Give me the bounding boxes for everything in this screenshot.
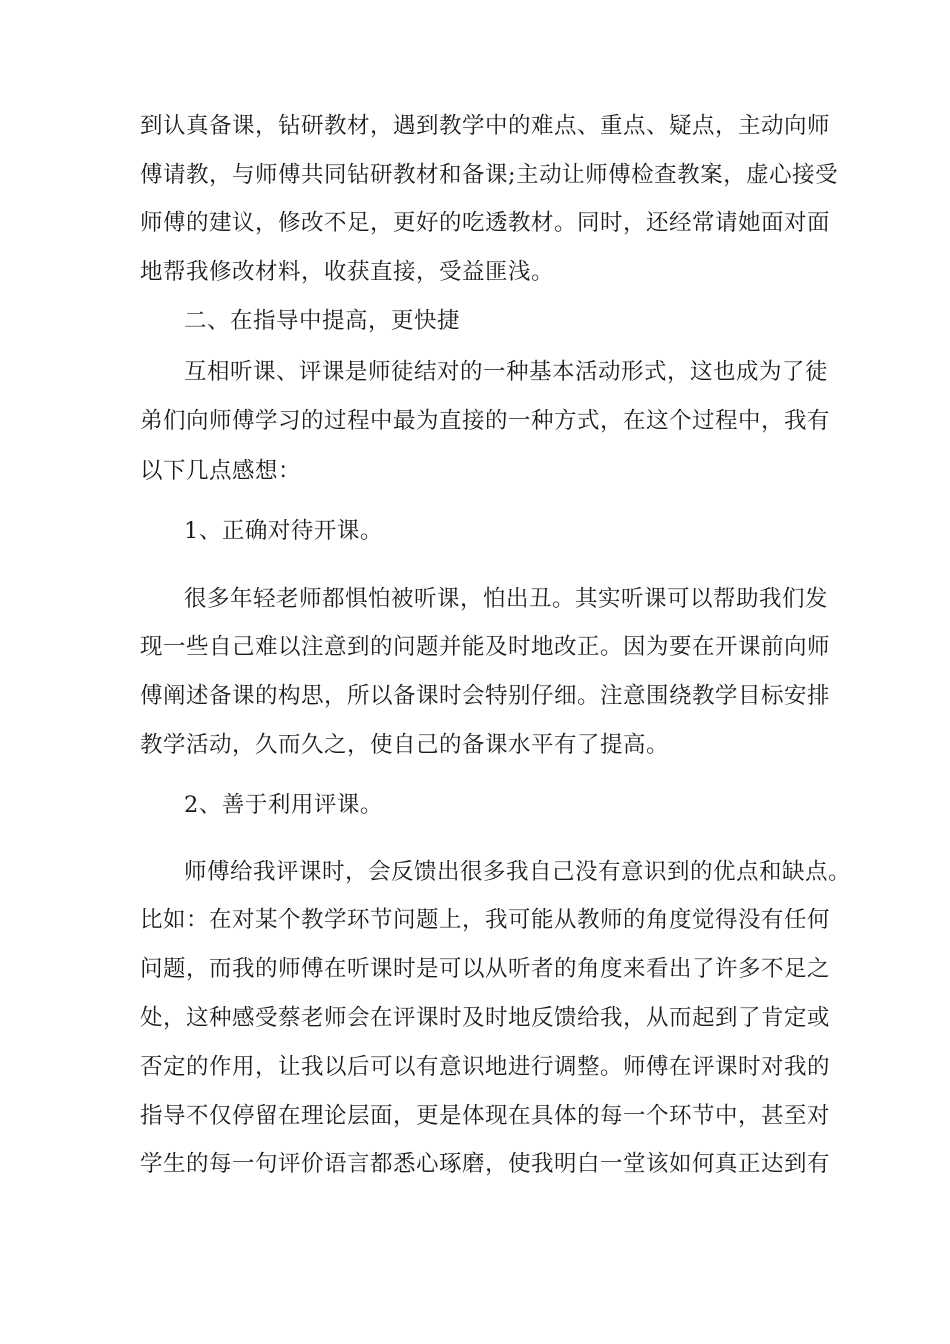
paragraph-line: 现一些自己难以注意到的问题并能及时地改正。因为要在开课前向师 bbox=[140, 634, 831, 660]
paragraph-line: 否定的作用，让我以后可以有意识地进行调整。师傅在评课时对我的 bbox=[140, 1054, 831, 1080]
paragraph-line: 很多年轻老师都惧怕被听课，怕出丑。其实听课可以帮助我们发 bbox=[184, 586, 829, 612]
paragraph-line: 指导不仅停留在理论层面，更是体现在具体的每一个环节中，甚至对 bbox=[140, 1103, 831, 1129]
list-item-heading: 1、正确对待开课。 bbox=[184, 518, 383, 544]
paragraph-line: 以下几点感想： bbox=[140, 458, 302, 484]
paragraph-line: 师傅给我评课时，会反馈出很多我自己没有意识到的优点和缺点。 bbox=[184, 859, 852, 885]
paragraph-line: 傅阐述备课的构思，所以备课时会特别仔细。注意围绕教学目标安排 bbox=[140, 683, 831, 709]
paragraph-line: 学生的每一句评价语言都悉心琢磨，使我明白一堂该如何真正达到有 bbox=[140, 1151, 831, 1177]
paragraph-line: 到认真备课，钻研教材，遇到教学中的难点、重点、疑点，主动向师 bbox=[140, 113, 831, 139]
paragraph-line: 弟们向师傅学习的过程中最为直接的一种方式，在这个过程中，我有 bbox=[140, 408, 831, 434]
paragraph-line: 问题，而我的师傅在听课时是可以从听者的角度来看出了许多不足之 bbox=[140, 956, 831, 982]
paragraph-line: 教学活动，久而久之，使自己的备课水平有了提高。 bbox=[140, 732, 670, 758]
paragraph-line: 地帮我修改材料，收获直接，受益匪浅。 bbox=[140, 259, 555, 285]
paragraph-line: 师傅的建议，修改不足，更好的吃透教材。同时，还经常请她面对面 bbox=[140, 210, 831, 236]
paragraph-line: 处，这种感受蔡老师会在评课时及时地反馈给我，从而起到了肯定或 bbox=[140, 1005, 831, 1031]
section-heading: 二、在指导中提高，更快捷 bbox=[184, 308, 461, 334]
paragraph-line: 互相听课、评课是师徒结对的一种基本活动形式，这也成为了徒 bbox=[184, 359, 829, 385]
paragraph-line: 比如：在对某个教学环节问题上，我可能从教师的角度觉得没有任何 bbox=[140, 907, 831, 933]
list-item-heading: 2、善于利用评课。 bbox=[184, 792, 383, 818]
paragraph-line: 傅请教，与师傅共同钻研教材和备课;主动让师傅检查教案，虚心接受 bbox=[140, 162, 839, 188]
